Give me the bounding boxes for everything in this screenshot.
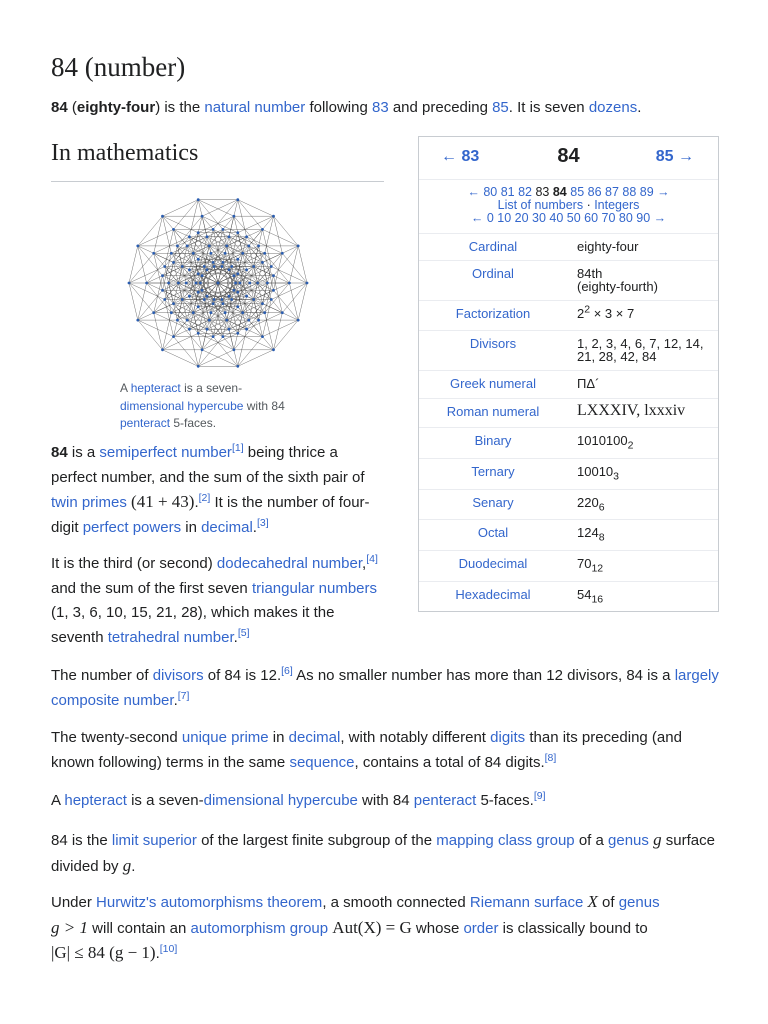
math-g-gt-1: g > 1 bbox=[51, 917, 88, 937]
link-order[interactable]: order bbox=[463, 919, 499, 937]
link-penteract-caption[interactable]: penteract bbox=[120, 416, 171, 430]
ordinal-words: (eighty-fourth) bbox=[577, 279, 658, 294]
prev-number-link[interactable]: ← 83 bbox=[441, 148, 480, 165]
roman-value: LXXXIV, lxxxiv bbox=[577, 402, 686, 419]
math-bound: |G| ≤ 84 (g − 1) bbox=[51, 943, 156, 962]
link-automorphism-group[interactable]: automorphism group bbox=[190, 919, 329, 937]
senary-label[interactable]: Senary bbox=[472, 495, 514, 510]
ordinal-label[interactable]: Ordinal bbox=[472, 266, 514, 281]
ref-3[interactable]: [3] bbox=[256, 516, 269, 529]
paragraph-hurwitz: Under Hurwitz's automorphisms theorem, a smooth connected Riemann surface X of genus g > 1 will contain an automorphism group Aut(X) = G whose order is classically bound to |G| ≤ 84 (g − 1).[10] bbox=[51, 892, 660, 962]
row-senary bbox=[419, 490, 718, 520]
paragraph-limit-superior: 84 is the limit superior of the largest finite subgroup of the mapping class group of a genus g surface divided by g. bbox=[51, 830, 715, 875]
intro-paragraph: 84 (eighty-four) is the natural number following 83 and preceding 85. It is seven dozens. bbox=[51, 99, 642, 116]
binary-label[interactable]: Binary bbox=[474, 433, 512, 448]
paragraph-hepteract: A hepteract is a seven-dimensional hypercube with 84 penteract 5-faces.[9] bbox=[51, 790, 546, 809]
seq-links-before[interactable]: ← 80 81 82 bbox=[467, 185, 536, 199]
link-tetrahedral-number[interactable]: tetrahedral number bbox=[107, 628, 234, 646]
link-largely-composite[interactable]: largely composite number bbox=[51, 667, 719, 709]
link-decimal-1[interactable]: decimal bbox=[201, 518, 253, 536]
figure-caption: A hepteract is a seven- dimensional hypercube with 84 penteract 5-faces. bbox=[120, 381, 285, 430]
math-41-43: (41 + 43) bbox=[131, 492, 195, 511]
number-infobox bbox=[418, 136, 719, 612]
link-genus-1[interactable]: genus bbox=[608, 832, 649, 849]
roman-label[interactable]: Roman numeral bbox=[446, 404, 540, 419]
row-ordinal bbox=[419, 261, 718, 301]
intro-name: eighty-four bbox=[76, 99, 156, 116]
intro-number: 84 bbox=[51, 99, 68, 116]
link-decimal-2[interactable]: decimal bbox=[288, 729, 341, 746]
factorization-value: $2^2 \times 3 \times 7$ bbox=[577, 303, 635, 321]
link-83[interactable]: 83 bbox=[371, 99, 389, 116]
list-of-numbers-link[interactable]: List of numbers bbox=[497, 198, 584, 212]
link-dozens[interactable]: dozens bbox=[588, 99, 638, 116]
row-cardinal bbox=[419, 234, 718, 261]
ref-10[interactable]: [10] bbox=[159, 943, 178, 955]
link-penteract[interactable]: penteract bbox=[413, 792, 477, 809]
paragraph-divisors: The number of divisors of 84 is 12.[6] As no smaller number has more than 12 divisors, 84 is a largely composite number.[7] bbox=[51, 665, 719, 709]
decade-nav-links[interactable]: ← 0 10 20 30 40 50 60 70 80 90 → bbox=[470, 211, 667, 225]
row-factorization bbox=[419, 301, 718, 331]
link-hurwitz-theorem[interactable]: Hurwitz's automorphisms theorem bbox=[96, 894, 323, 911]
section-heading: In mathematics bbox=[51, 140, 199, 166]
row-octal bbox=[419, 520, 718, 551]
seq-current: 84 bbox=[552, 185, 567, 199]
ref-5[interactable]: [5] bbox=[237, 626, 250, 639]
ternary-label[interactable]: Ternary bbox=[471, 464, 515, 479]
senary-value: $220_6$ bbox=[577, 495, 605, 514]
paragraph-dodecahedral: It is the third (or second) dodecahedral number,[4] and the sum of the first seven triangular numbers (1, 3, 6, 10, 15, 21, 28), which makes it the seventh tetrahedral number.[5] bbox=[51, 553, 378, 646]
link-semiperfect-number[interactable]: semiperfect number bbox=[99, 444, 232, 461]
link-digits[interactable]: digits bbox=[490, 729, 526, 746]
math-x: X bbox=[587, 892, 598, 911]
ref-7[interactable]: [7] bbox=[177, 689, 190, 702]
octal-label[interactable]: Octal bbox=[477, 525, 509, 540]
page-title: 84 (number) bbox=[51, 52, 186, 82]
paragraph-semiperfect: 84 is a semiperfect number[1] being thrice a perfect number, and the sum of the sixth pair of twin primes (41 + 43).[2] It is the number of four-digit perfect powers in decimal.[3] bbox=[51, 442, 370, 536]
octal-value: $124_8$ bbox=[577, 525, 605, 544]
link-unique-prime[interactable]: unique prime bbox=[181, 729, 269, 746]
link-hypercube-caption[interactable]: dimensional hypercube bbox=[120, 398, 244, 413]
ref-1[interactable]: [1] bbox=[231, 442, 244, 454]
next-number-link[interactable]: 85 → bbox=[655, 148, 694, 165]
divisors-value-2: 21, 28, 42, 84 bbox=[577, 349, 657, 364]
paragraph-unique-prime: The twenty-second unique prime in decimal, with notably different digits than its preceding (and known following) terms in the same sequence, contains a total of 84 digits.[8] bbox=[51, 729, 682, 771]
divisors-label[interactable]: Divisors bbox=[469, 336, 517, 351]
factorization-label[interactable]: Factorization bbox=[455, 306, 531, 321]
row-greek bbox=[419, 371, 718, 399]
link-dimensional-hypercube[interactable]: dimensional hypercube bbox=[203, 792, 358, 809]
integers-link[interactable]: Integers bbox=[594, 198, 640, 212]
link-perfect-powers[interactable]: perfect powers bbox=[82, 518, 182, 536]
cardinal-value: eighty-four bbox=[577, 239, 639, 254]
infobox-nav bbox=[419, 137, 718, 180]
row-roman bbox=[419, 399, 718, 428]
link-genus-2[interactable]: genus bbox=[618, 894, 660, 911]
row-ternary bbox=[419, 459, 718, 490]
row-hexadecimal bbox=[419, 582, 718, 611]
number-sequence-nav: ← 80 81 82 83 84 85 86 87 88 89 → List of numbers · Integers ← 0 10 20 30 40 50 60 70 80 90 → bbox=[419, 180, 718, 234]
row-divisors bbox=[419, 331, 718, 371]
hexadecimal-value: $54_{16}$ bbox=[577, 587, 604, 606]
duodecimal-value: $70_{12}$ bbox=[577, 556, 604, 575]
ref-2[interactable]: [2] bbox=[198, 492, 211, 504]
link-sequence[interactable]: sequence bbox=[289, 753, 355, 771]
link-riemann-surface[interactable]: Riemann surface bbox=[469, 894, 584, 911]
infobox-current-number: 84 bbox=[557, 145, 580, 167]
ordinal-value: 84th bbox=[577, 266, 603, 281]
ref-4[interactable]: [4] bbox=[366, 553, 378, 565]
ref-9[interactable]: [9] bbox=[533, 790, 546, 802]
link-hepteract-caption[interactable]: hepteract bbox=[130, 381, 181, 395]
binary-value: $1010100_2$ bbox=[577, 433, 634, 452]
link-mapping-class-group[interactable]: mapping class group bbox=[436, 832, 575, 849]
hexadecimal-label[interactable]: Hexadecimal bbox=[455, 587, 531, 602]
math-g: g bbox=[653, 830, 662, 849]
link-hepteract[interactable]: hepteract bbox=[64, 792, 127, 809]
math-aut-x: Aut(X) = G bbox=[332, 917, 412, 937]
greek-value: ΠΔ´ bbox=[577, 376, 600, 391]
link-twin-primes[interactable]: twin primes bbox=[51, 494, 127, 511]
link-divisors[interactable]: divisors bbox=[152, 667, 204, 684]
ref-8[interactable]: [8] bbox=[544, 751, 557, 764]
duodecimal-label[interactable]: Duodecimal bbox=[458, 556, 528, 571]
row-duodecimal bbox=[419, 551, 718, 582]
link-triangular-numbers[interactable]: triangular numbers bbox=[251, 579, 378, 597]
ref-6[interactable]: [6] bbox=[281, 665, 293, 677]
greek-label[interactable]: Greek numeral bbox=[450, 376, 536, 391]
link-limit-superior[interactable]: limit superior bbox=[111, 832, 197, 849]
link-85[interactable]: 85 bbox=[492, 99, 509, 116]
link-dodecahedral-number[interactable]: dodecahedral number bbox=[216, 555, 363, 572]
section-divider bbox=[51, 181, 384, 182]
link-natural-number[interactable]: natural number bbox=[204, 99, 306, 116]
cardinal-label[interactable]: Cardinal bbox=[468, 239, 518, 254]
hepteract-image[interactable] bbox=[122, 198, 314, 368]
ternary-value: $10010_3$ bbox=[577, 464, 619, 483]
divisors-value-1: 1, 2, 3, 4, 6, 7, 12, 14, bbox=[577, 336, 704, 351]
row-binary bbox=[419, 428, 718, 459]
seq-links-after[interactable]: 85 86 87 88 89 → bbox=[566, 185, 670, 199]
math-g-2: g bbox=[122, 855, 132, 875]
